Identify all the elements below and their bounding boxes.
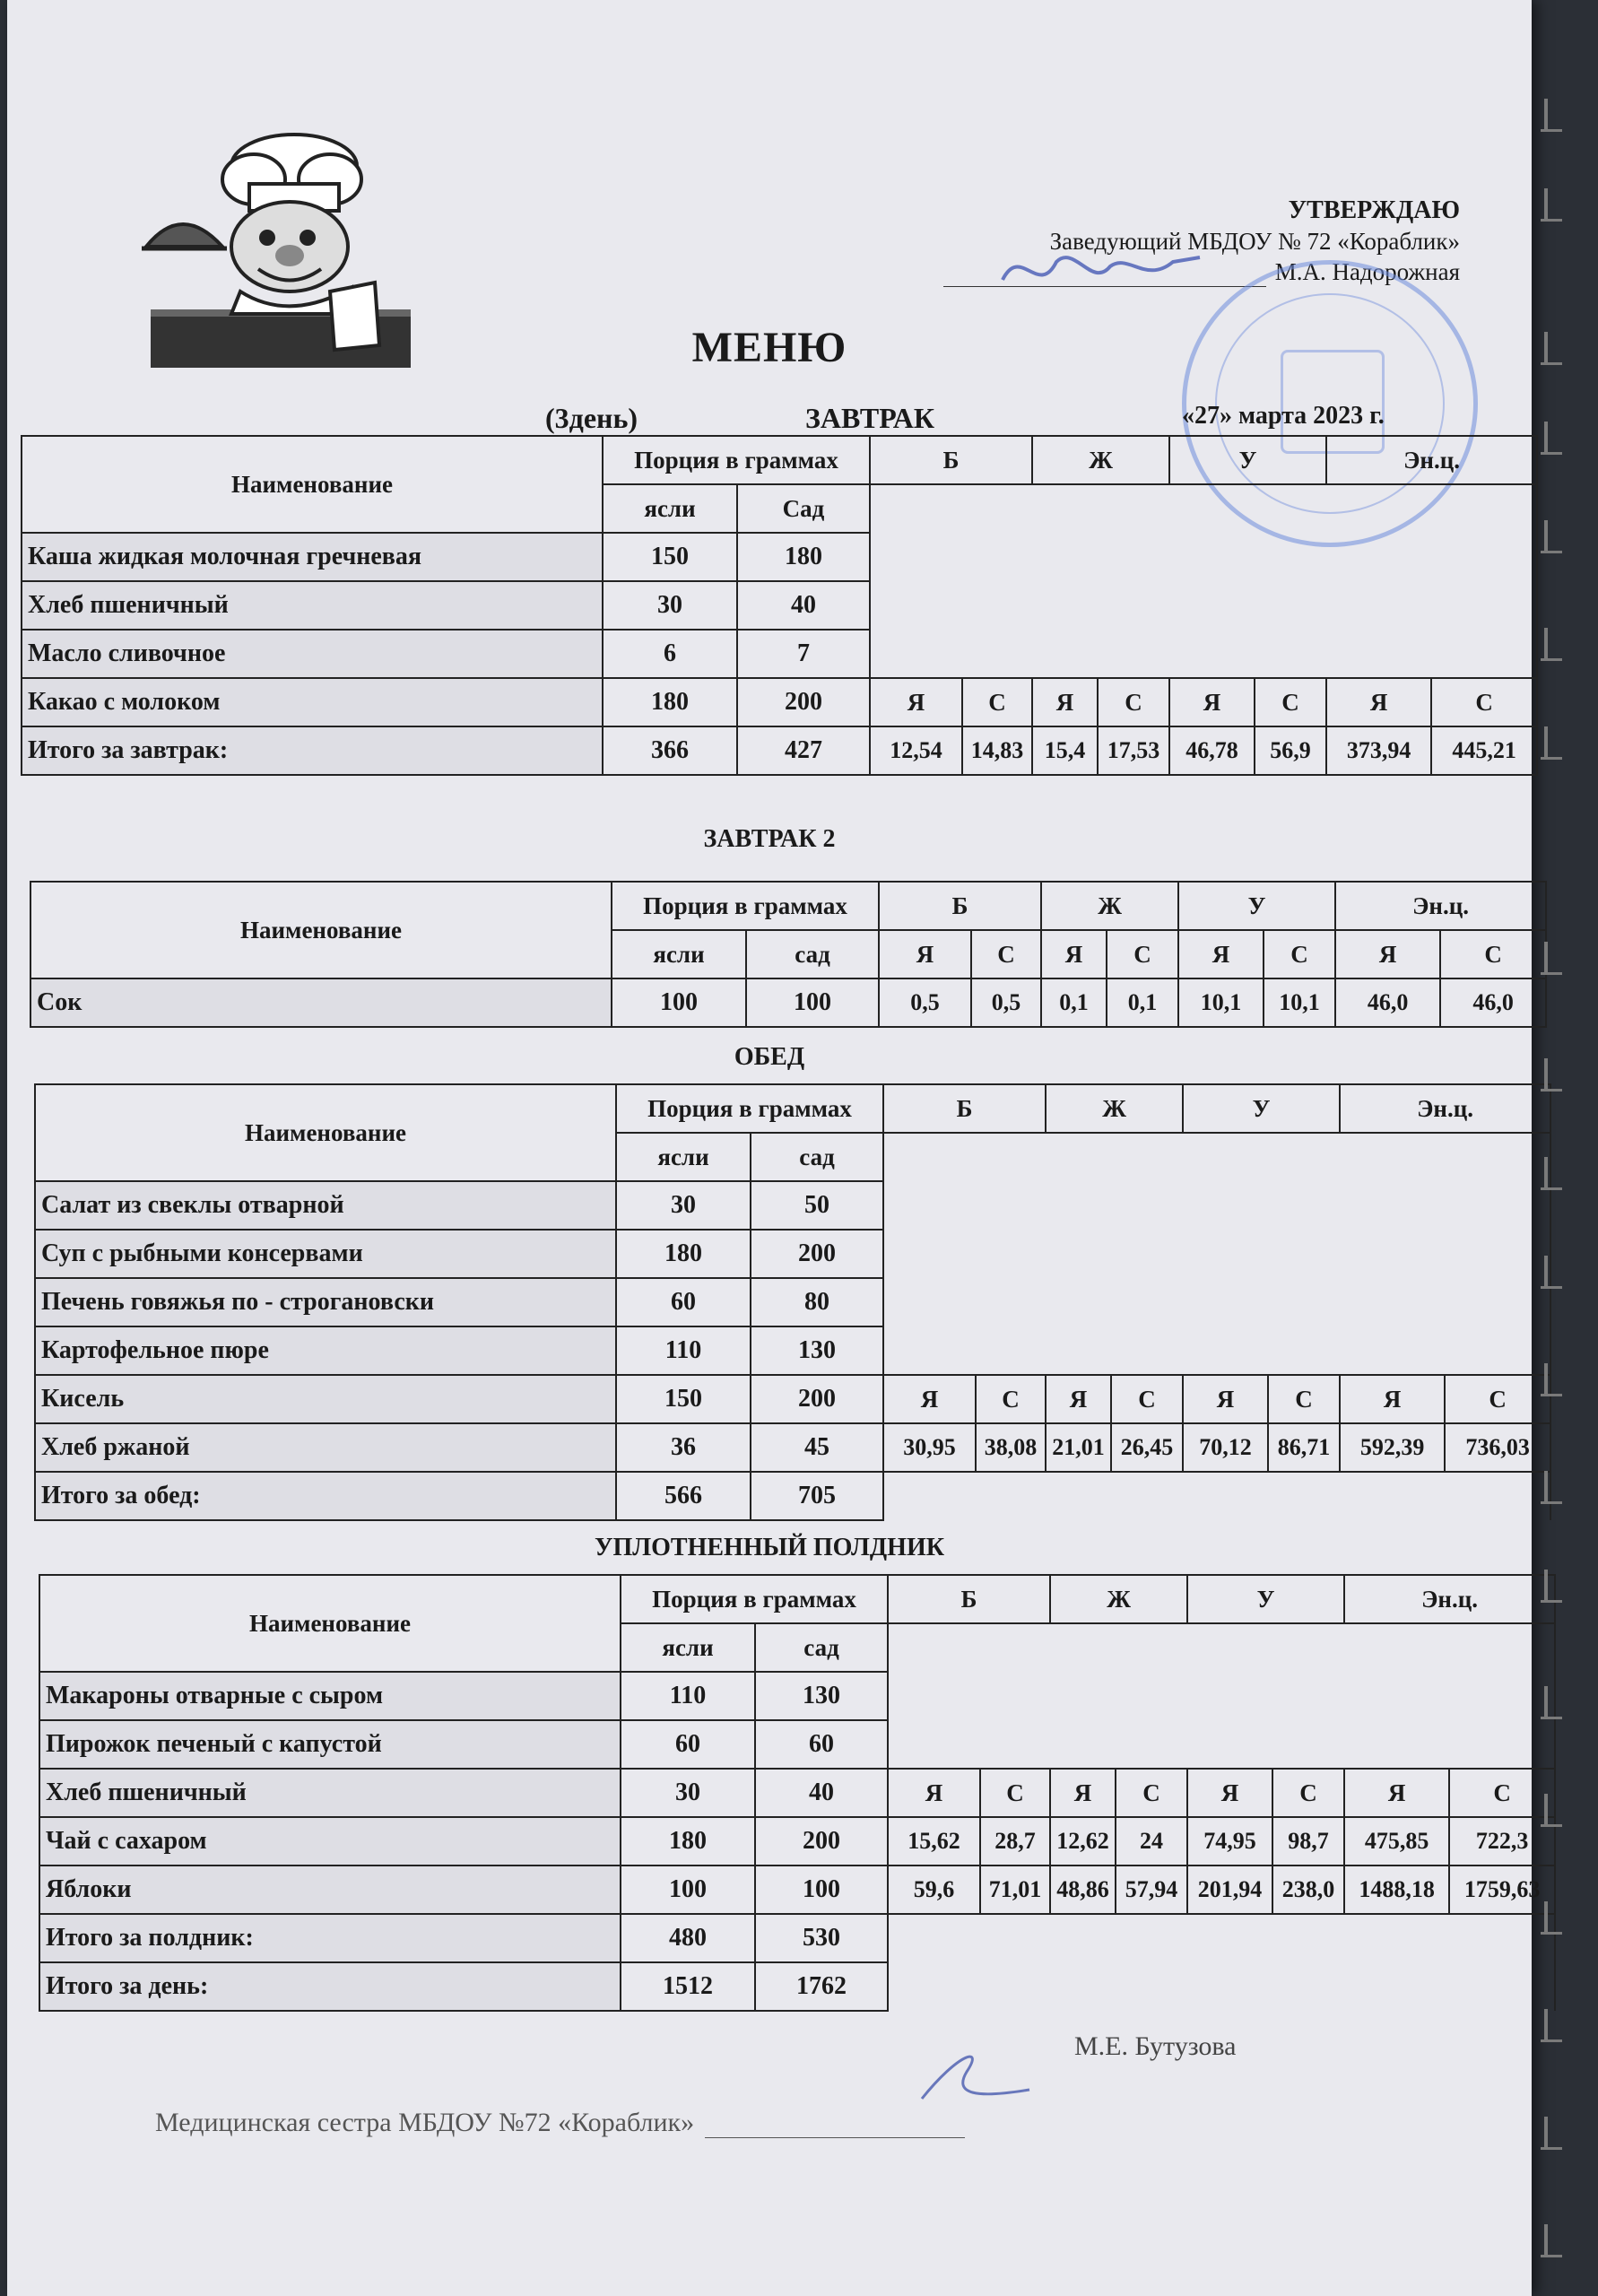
approve-name: М.А. Надорожная [1274, 258, 1460, 285]
nutrition-value: 238,0 [1272, 1866, 1344, 1914]
binder-mark [1544, 1570, 1548, 1600]
nurse-signature-icon [904, 2036, 1038, 2117]
nutrition-value: 0,5 [879, 978, 971, 1027]
binder-mark [1544, 1686, 1548, 1717]
s-header: С [1111, 1375, 1183, 1423]
empty-cell [888, 1962, 1555, 2011]
ya-header: Я [1046, 1375, 1111, 1423]
portion-header: Порция в граммах [621, 1575, 888, 1623]
nursery-portion: 30 [621, 1769, 755, 1817]
nursery-portion: 150 [603, 533, 737, 581]
nutrition-value: 28,7 [980, 1817, 1050, 1866]
nutrition-value: 15,4 [1032, 726, 1098, 775]
s-header: С [1431, 678, 1537, 726]
dish-name: Сок [30, 978, 612, 1027]
nursery-portion: 100 [612, 978, 746, 1027]
garden-portion: 40 [755, 1769, 888, 1817]
menu-sheet [7, 0, 1541, 2296]
binder-mark [1544, 1256, 1548, 1286]
table-row [30, 978, 1546, 1027]
s-header: С [1445, 1375, 1550, 1423]
s-header: С [1116, 1769, 1187, 1817]
lunch-table [34, 1083, 1551, 1521]
nursery-header: ясли [616, 1133, 751, 1181]
nursery-portion: 30 [616, 1181, 751, 1230]
dish-name: Хлеб пшеничный [39, 1769, 621, 1817]
garden-portion: 180 [737, 533, 870, 581]
empty-cell [888, 1914, 1555, 1962]
binder-mark [1544, 1471, 1548, 1501]
ya-header: Я [1183, 1375, 1268, 1423]
dish-name: Чай с сахаром [39, 1817, 621, 1866]
dish-name: Масло сливочное [22, 630, 603, 678]
nurse-position: Медицинская сестра МБДОУ №72 «Кораблик» [155, 2108, 695, 2137]
nursery-portion: 6 [603, 630, 737, 678]
nutrition-value: 46,78 [1169, 726, 1255, 775]
nutrition-value: 12,54 [870, 726, 962, 775]
dish-name: Хлеб пшеничный [22, 581, 603, 630]
s-header: С [1264, 930, 1335, 978]
nutrition-value: 59,6 [888, 1866, 980, 1914]
s-header: С [1449, 1769, 1555, 1817]
nursery-portion: 110 [616, 1326, 751, 1375]
menu-date: «27» марта 2023 г. [1182, 402, 1385, 430]
binder-mark [1544, 628, 1548, 658]
dish-name: Хлеб ржаной [35, 1423, 616, 1472]
en-header: Эн.ц. [1326, 436, 1537, 484]
binder-mark [1544, 520, 1548, 551]
garden-header: Сад [737, 484, 870, 533]
binder-mark [1544, 2009, 1548, 2039]
nutrition-value: 24 [1116, 1817, 1187, 1866]
nutrition-value: 736,03 [1445, 1423, 1550, 1472]
dish-name: Каша жидкая молочная гречневая [22, 533, 603, 581]
nutrition-value: 21,01 [1046, 1423, 1111, 1472]
nutrition-value: 46,0 [1440, 978, 1546, 1027]
signature-line [705, 2137, 965, 2138]
nutrition-value: 74,95 [1187, 1817, 1272, 1866]
nutrition-value: 30,95 [883, 1423, 976, 1472]
nutrition-value: 201,94 [1187, 1866, 1272, 1914]
breakfast2-title: ЗАВТРАК 2 [703, 825, 836, 853]
nutrition-value: 48,86 [1050, 1866, 1116, 1914]
total-label: Итого за обед: [35, 1472, 616, 1520]
garden-portion: 200 [751, 1375, 883, 1423]
empty-nutrition-area [870, 484, 1537, 678]
garden-total: 705 [751, 1472, 883, 1520]
s-header: С [1272, 1769, 1344, 1817]
empty-nutrition-area [888, 1623, 1555, 1769]
b-header: Б [879, 882, 1041, 930]
ya-header: Я [1335, 930, 1440, 978]
ya-header: Я [870, 678, 962, 726]
binder-mark [1544, 2224, 1548, 2255]
garden-portion: 7 [737, 630, 870, 678]
nurse-name: М.Е. Бутузова [1074, 2031, 1237, 2061]
garden-portion: 200 [737, 678, 870, 726]
portion-header: Порция в граммах [616, 1084, 883, 1133]
en-header: Эн.ц. [1344, 1575, 1555, 1623]
empty-nutrition-area [883, 1133, 1550, 1375]
nutrition-value: 12,62 [1050, 1817, 1116, 1866]
nursery-portion: 30 [603, 581, 737, 630]
nursery-header: ясли [603, 484, 737, 533]
nutrition-value: 70,12 [1183, 1423, 1268, 1472]
lunch-title: ОБЕД [734, 1043, 805, 1071]
total-row [39, 1914, 1555, 1962]
nutrition-value: 56,9 [1255, 726, 1326, 775]
nursery-header: ясли [612, 930, 746, 978]
garden-portion: 100 [746, 978, 879, 1027]
dish-name: Печень говяжья по - строгановски [35, 1278, 616, 1326]
s-header: С [976, 1375, 1046, 1423]
nutrition-value: 86,71 [1268, 1423, 1340, 1472]
nutrition-value: 17,53 [1098, 726, 1169, 775]
ya-header: Я [1032, 678, 1098, 726]
zh-header: Ж [1050, 1575, 1187, 1623]
garden-portion: 40 [737, 581, 870, 630]
snack-table [39, 1574, 1556, 2012]
b-header: Б [883, 1084, 1046, 1133]
ya-header: Я [1187, 1769, 1272, 1817]
dish-name: Картофельное пюре [35, 1326, 616, 1375]
u-header: У [1178, 882, 1335, 930]
ya-header: Я [1041, 930, 1107, 978]
u-header: У [1187, 1575, 1344, 1623]
breakfast2-table [30, 881, 1547, 1028]
garden-portion: 45 [751, 1423, 883, 1472]
u-header: У [1169, 436, 1326, 484]
binder-mark [1544, 1901, 1548, 1932]
approve-title: УТВЕРЖДАЮ [1288, 196, 1460, 224]
portion-header: Порция в граммах [612, 882, 879, 930]
nutrition-value: 46,0 [1335, 978, 1440, 1027]
nutrition-value: 15,62 [888, 1817, 980, 1866]
dish-name: Кисель [35, 1375, 616, 1423]
nutrition-value: 10,1 [1264, 978, 1335, 1027]
column-name-header: Наименование [39, 1575, 621, 1672]
garden-portion: 200 [755, 1817, 888, 1866]
menu-day: (3день) [545, 402, 638, 434]
dish-name: Макароны отварные с сыром [39, 1672, 621, 1720]
nursery-day-total: 1512 [621, 1962, 755, 2011]
nursery-total: 366 [603, 726, 737, 775]
menu-title: МЕНЮ [691, 324, 847, 371]
garden-portion: 130 [751, 1326, 883, 1375]
nutrition-value: 445,21 [1431, 726, 1537, 775]
table-row [22, 678, 1537, 726]
table-row [35, 1423, 1550, 1472]
breakfast-table [21, 435, 1538, 776]
ya-header: Я [883, 1375, 976, 1423]
s-header: С [980, 1769, 1050, 1817]
nursery-portion: 180 [621, 1817, 755, 1866]
ya-header: Я [1326, 678, 1431, 726]
total-label: Итого за полдник: [39, 1914, 621, 1962]
s-header: С [1440, 930, 1546, 978]
nursery-portion: 36 [616, 1423, 751, 1472]
binder-mark [1544, 942, 1548, 972]
total-label: Итого за завтрак: [22, 726, 603, 775]
nutrition-value: 722,3 [1449, 1817, 1555, 1866]
nursery-total: 566 [616, 1472, 751, 1520]
garden-portion: 80 [751, 1278, 883, 1326]
nursery-portion: 100 [621, 1866, 755, 1914]
binder-mark [1544, 1363, 1548, 1394]
nutrition-value: 0,5 [971, 978, 1041, 1027]
garden-portion: 100 [755, 1866, 888, 1914]
garden-portion: 130 [755, 1672, 888, 1720]
binder-mark [1544, 332, 1548, 362]
portion-header: Порция в граммах [603, 436, 870, 484]
garden-total: 530 [755, 1914, 888, 1962]
zh-header: Ж [1032, 436, 1169, 484]
dish-name: Салат из свеклы отварной [35, 1181, 616, 1230]
nutrition-value: 1488,18 [1344, 1866, 1449, 1914]
column-name-header: Наименование [35, 1084, 616, 1181]
s-header: С [962, 678, 1032, 726]
nursery-portion: 60 [616, 1278, 751, 1326]
dish-name: Пирожок печеный с капустой [39, 1720, 621, 1769]
nutrition-value: 373,94 [1326, 726, 1431, 775]
ya-header: Я [1344, 1769, 1449, 1817]
table-row [39, 1866, 1555, 1914]
snack-title: УПЛОТНЕННЫЙ ПОЛДНИК [594, 1534, 945, 1561]
s-header: С [1098, 678, 1169, 726]
nutrition-value: 57,94 [1116, 1866, 1187, 1914]
empty-cell [883, 1472, 1550, 1520]
s-header: С [1255, 678, 1326, 726]
b-header: Б [888, 1575, 1050, 1623]
table-row [39, 1817, 1555, 1866]
binder-mark [1544, 1058, 1548, 1089]
nursery-header: ясли [621, 1623, 755, 1672]
nutrition-value: 26,45 [1111, 1423, 1183, 1472]
garden-day-total: 1762 [755, 1962, 888, 2011]
nutrition-value: 10,1 [1178, 978, 1264, 1027]
ya-header: Я [1178, 930, 1264, 978]
ya-header: Я [1050, 1769, 1116, 1817]
column-name-header: Наименование [22, 436, 603, 533]
en-header: Эн.ц. [1340, 1084, 1550, 1133]
binder-mark [1544, 1157, 1548, 1187]
nutrition-value: 1759,63 [1449, 1866, 1555, 1914]
ya-header: Я [879, 930, 971, 978]
table-row [39, 1769, 1555, 1817]
garden-header: сад [755, 1623, 888, 1672]
ya-header: Я [1169, 678, 1255, 726]
dish-name: Суп с рыбными консервами [35, 1230, 616, 1278]
meal-title: ЗАВТРАК [805, 402, 935, 434]
table-row [35, 1375, 1550, 1423]
nutrition-value: 14,83 [962, 726, 1032, 775]
column-name-header: Наименование [30, 882, 612, 978]
binder-mark [1544, 1794, 1548, 1824]
nursery-total: 480 [621, 1914, 755, 1962]
nutrition-value: 592,39 [1340, 1423, 1445, 1472]
approve-position: Заведующий МБДОУ № 72 «Кораблик» [1049, 228, 1460, 255]
garden-portion: 200 [751, 1230, 883, 1278]
nutrition-value: 71,01 [980, 1866, 1050, 1914]
en-header: Эн.ц. [1335, 882, 1546, 930]
binder-mark [1544, 188, 1548, 219]
director-signature-icon [994, 235, 1209, 307]
dish-name: Какао с молоком [22, 678, 603, 726]
u-header: У [1183, 1084, 1340, 1133]
nursery-portion: 180 [616, 1230, 751, 1278]
nutrition-value: 475,85 [1344, 1817, 1449, 1866]
garden-header: сад [751, 1133, 883, 1181]
garden-portion: 60 [755, 1720, 888, 1769]
zh-header: Ж [1046, 1084, 1183, 1133]
day-total-label: Итого за день: [39, 1962, 621, 2011]
nurse-footer [155, 2108, 976, 2138]
nutrition-value: 0,1 [1107, 978, 1178, 1027]
s-header: С [971, 930, 1041, 978]
nursery-portion: 60 [621, 1720, 755, 1769]
binder-mark [1544, 2117, 1548, 2147]
total-row [22, 726, 1537, 775]
binder-mark [1544, 422, 1548, 452]
nursery-portion: 110 [621, 1672, 755, 1720]
binder-mark [1544, 99, 1548, 129]
nursery-portion: 150 [616, 1375, 751, 1423]
dish-name: Яблоки [39, 1866, 621, 1914]
nutrition-value: 98,7 [1272, 1817, 1344, 1866]
b-header: Б [870, 436, 1032, 484]
ya-header: Я [1340, 1375, 1445, 1423]
garden-header: сад [746, 930, 879, 978]
total-row [35, 1472, 1550, 1520]
binder-margin [1526, 0, 1598, 2296]
day-total-row [39, 1962, 1555, 2011]
ya-header: Я [888, 1769, 980, 1817]
binder-mark [1544, 726, 1548, 757]
garden-total: 427 [737, 726, 870, 775]
nutrition-value: 0,1 [1041, 978, 1107, 1027]
s-header: С [1268, 1375, 1340, 1423]
nursery-portion: 180 [603, 678, 737, 726]
zh-header: Ж [1041, 882, 1178, 930]
garden-portion: 50 [751, 1181, 883, 1230]
s-header: С [1107, 930, 1178, 978]
nutrition-value: 38,08 [976, 1423, 1046, 1472]
